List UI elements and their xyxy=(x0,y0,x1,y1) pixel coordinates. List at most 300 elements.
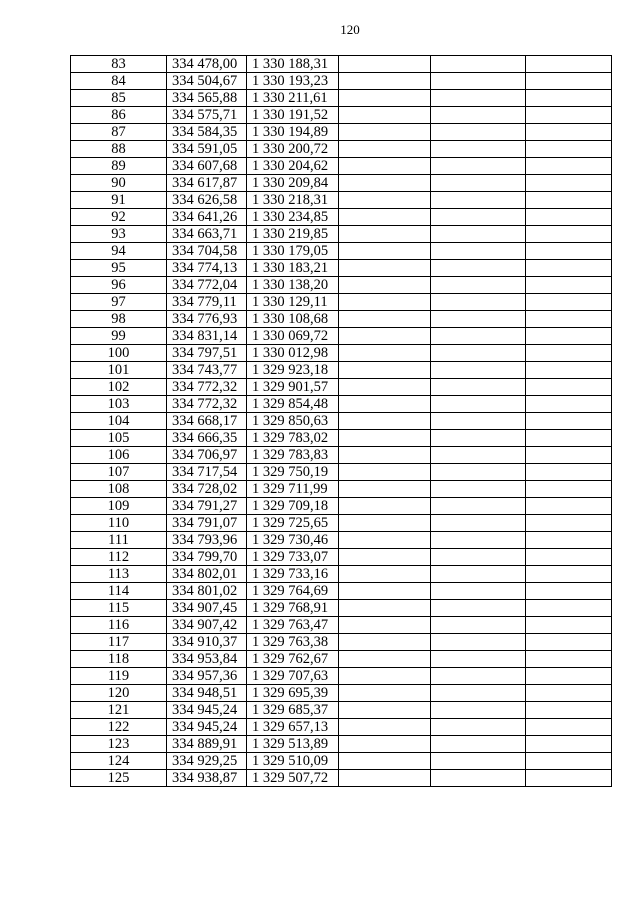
x-coordinate-cell: 334 504,67 xyxy=(167,73,247,90)
empty-cell xyxy=(431,464,526,481)
empty-cell xyxy=(431,430,526,447)
table-row xyxy=(71,634,612,651)
table-row xyxy=(71,702,612,719)
table-row xyxy=(71,345,612,362)
point-number-cell: 106 xyxy=(71,447,167,464)
empty-cell xyxy=(526,719,612,736)
table-row xyxy=(71,413,612,430)
y-coordinate-cell: 1 329 733,16 xyxy=(247,566,339,583)
x-coordinate-cell: 334 706,97 xyxy=(167,447,247,464)
y-coordinate-cell: 1 330 179,05 xyxy=(247,243,339,260)
point-number-cell: 117 xyxy=(71,634,167,651)
x-coordinate-cell: 334 626,58 xyxy=(167,192,247,209)
y-coordinate-cell: 1 329 510,09 xyxy=(247,753,339,770)
x-coordinate-cell: 334 802,01 xyxy=(167,566,247,583)
empty-cell xyxy=(431,328,526,345)
point-number-cell: 85 xyxy=(71,90,167,107)
point-number-cell: 118 xyxy=(71,651,167,668)
empty-cell xyxy=(431,396,526,413)
table-row xyxy=(71,600,612,617)
point-number-cell: 112 xyxy=(71,549,167,566)
empty-cell xyxy=(431,583,526,600)
empty-cell xyxy=(339,583,431,600)
table-row xyxy=(71,464,612,481)
empty-cell xyxy=(431,736,526,753)
empty-cell xyxy=(526,634,612,651)
point-number-cell: 99 xyxy=(71,328,167,345)
empty-cell xyxy=(431,481,526,498)
y-coordinate-cell: 1 330 108,68 xyxy=(247,311,339,328)
y-coordinate-cell: 1 330 194,89 xyxy=(247,124,339,141)
empty-cell xyxy=(339,56,431,73)
point-number-cell: 93 xyxy=(71,226,167,243)
empty-cell xyxy=(526,413,612,430)
y-coordinate-cell: 1 329 762,67 xyxy=(247,651,339,668)
empty-cell xyxy=(526,430,612,447)
y-coordinate-cell: 1 329 783,02 xyxy=(247,430,339,447)
empty-cell xyxy=(339,277,431,294)
y-coordinate-cell: 1 329 707,63 xyxy=(247,668,339,685)
empty-cell xyxy=(526,770,612,787)
table-row xyxy=(71,73,612,90)
y-coordinate-cell: 1 329 763,47 xyxy=(247,617,339,634)
point-number-cell: 125 xyxy=(71,770,167,787)
y-coordinate-cell: 1 329 768,91 xyxy=(247,600,339,617)
x-coordinate-cell: 334 717,54 xyxy=(167,464,247,481)
table-row xyxy=(71,175,612,192)
table-row xyxy=(71,260,612,277)
empty-cell xyxy=(526,294,612,311)
empty-cell xyxy=(526,617,612,634)
empty-cell xyxy=(431,447,526,464)
empty-cell xyxy=(526,345,612,362)
empty-cell xyxy=(339,617,431,634)
empty-cell xyxy=(526,124,612,141)
y-coordinate-cell: 1 330 209,84 xyxy=(247,175,339,192)
point-number-cell: 121 xyxy=(71,702,167,719)
point-number-cell: 98 xyxy=(71,311,167,328)
x-coordinate-cell: 334 910,37 xyxy=(167,634,247,651)
point-number-cell: 113 xyxy=(71,566,167,583)
x-coordinate-cell: 334 797,51 xyxy=(167,345,247,362)
x-coordinate-cell: 334 774,13 xyxy=(167,260,247,277)
y-coordinate-cell: 1 330 188,31 xyxy=(247,56,339,73)
empty-cell xyxy=(431,243,526,260)
empty-cell xyxy=(526,379,612,396)
y-coordinate-cell: 1 330 191,52 xyxy=(247,107,339,124)
y-coordinate-cell: 1 329 513,89 xyxy=(247,736,339,753)
empty-cell xyxy=(339,532,431,549)
empty-cell xyxy=(339,294,431,311)
empty-cell xyxy=(431,566,526,583)
y-coordinate-cell: 1 329 901,57 xyxy=(247,379,339,396)
x-coordinate-cell: 334 945,24 xyxy=(167,719,247,736)
empty-cell xyxy=(526,107,612,124)
point-number-cell: 94 xyxy=(71,243,167,260)
empty-cell xyxy=(339,770,431,787)
empty-cell xyxy=(526,753,612,770)
x-coordinate-cell: 334 575,71 xyxy=(167,107,247,124)
empty-cell xyxy=(431,617,526,634)
point-number-cell: 115 xyxy=(71,600,167,617)
empty-cell xyxy=(526,549,612,566)
x-coordinate-cell: 334 478,00 xyxy=(167,56,247,73)
empty-cell xyxy=(431,651,526,668)
table-row xyxy=(71,396,612,413)
empty-cell xyxy=(526,328,612,345)
point-number-cell: 96 xyxy=(71,277,167,294)
empty-cell xyxy=(431,668,526,685)
empty-cell xyxy=(431,379,526,396)
point-number-cell: 123 xyxy=(71,736,167,753)
empty-cell xyxy=(339,702,431,719)
x-coordinate-cell: 334 953,84 xyxy=(167,651,247,668)
x-coordinate-cell: 334 791,07 xyxy=(167,515,247,532)
y-coordinate-cell: 1 329 763,38 xyxy=(247,634,339,651)
x-coordinate-cell: 334 907,45 xyxy=(167,600,247,617)
table-row xyxy=(71,719,612,736)
point-number-cell: 90 xyxy=(71,175,167,192)
x-coordinate-cell: 334 791,27 xyxy=(167,498,247,515)
empty-cell xyxy=(526,685,612,702)
empty-cell xyxy=(526,566,612,583)
table-row xyxy=(71,294,612,311)
empty-cell xyxy=(339,430,431,447)
empty-cell xyxy=(431,294,526,311)
empty-cell xyxy=(431,362,526,379)
table-row xyxy=(71,192,612,209)
empty-cell xyxy=(526,56,612,73)
empty-cell xyxy=(339,668,431,685)
empty-cell xyxy=(431,277,526,294)
point-number-cell: 103 xyxy=(71,396,167,413)
y-coordinate-cell: 1 329 854,48 xyxy=(247,396,339,413)
table-row xyxy=(71,56,612,73)
empty-cell xyxy=(339,651,431,668)
x-coordinate-cell: 334 641,26 xyxy=(167,209,247,226)
empty-cell xyxy=(526,600,612,617)
empty-cell xyxy=(431,311,526,328)
point-number-cell: 92 xyxy=(71,209,167,226)
empty-cell xyxy=(526,192,612,209)
point-number-cell: 124 xyxy=(71,753,167,770)
point-number-cell: 122 xyxy=(71,719,167,736)
table-row xyxy=(71,158,612,175)
empty-cell xyxy=(526,311,612,328)
table-row xyxy=(71,481,612,498)
empty-cell xyxy=(339,141,431,158)
y-coordinate-cell: 1 330 012,98 xyxy=(247,345,339,362)
empty-cell xyxy=(339,719,431,736)
empty-cell xyxy=(431,107,526,124)
empty-cell xyxy=(526,702,612,719)
empty-cell xyxy=(431,124,526,141)
empty-cell xyxy=(431,158,526,175)
point-number-cell: 111 xyxy=(71,532,167,549)
table-row xyxy=(71,107,612,124)
empty-cell xyxy=(431,515,526,532)
empty-cell xyxy=(526,583,612,600)
empty-cell xyxy=(526,209,612,226)
empty-cell xyxy=(526,260,612,277)
empty-cell xyxy=(339,600,431,617)
empty-cell xyxy=(339,753,431,770)
point-number-cell: 119 xyxy=(71,668,167,685)
y-coordinate-cell: 1 329 733,07 xyxy=(247,549,339,566)
y-coordinate-cell: 1 330 219,85 xyxy=(247,226,339,243)
empty-cell xyxy=(526,447,612,464)
empty-cell xyxy=(526,175,612,192)
y-coordinate-cell: 1 329 711,99 xyxy=(247,481,339,498)
x-coordinate-cell: 334 907,42 xyxy=(167,617,247,634)
x-coordinate-cell: 334 663,71 xyxy=(167,226,247,243)
empty-cell xyxy=(431,73,526,90)
x-coordinate-cell: 334 957,36 xyxy=(167,668,247,685)
empty-cell xyxy=(431,549,526,566)
x-coordinate-cell: 334 929,25 xyxy=(167,753,247,770)
page-number: 120 xyxy=(340,22,360,37)
empty-cell xyxy=(431,413,526,430)
empty-cell xyxy=(526,532,612,549)
empty-cell xyxy=(526,396,612,413)
empty-cell xyxy=(526,481,612,498)
x-coordinate-cell: 334 772,32 xyxy=(167,396,247,413)
point-number-cell: 108 xyxy=(71,481,167,498)
point-number-cell: 84 xyxy=(71,73,167,90)
empty-cell xyxy=(339,566,431,583)
y-coordinate-cell: 1 330 129,11 xyxy=(247,294,339,311)
point-number-cell: 91 xyxy=(71,192,167,209)
empty-cell xyxy=(431,209,526,226)
table-row xyxy=(71,447,612,464)
empty-cell xyxy=(339,634,431,651)
table-row xyxy=(71,277,612,294)
table-row xyxy=(71,651,612,668)
empty-cell xyxy=(339,107,431,124)
empty-cell xyxy=(431,753,526,770)
table-row xyxy=(71,209,612,226)
empty-cell xyxy=(339,481,431,498)
table-row xyxy=(71,124,612,141)
table-row xyxy=(71,498,612,515)
x-coordinate-cell: 334 772,04 xyxy=(167,277,247,294)
empty-cell xyxy=(431,192,526,209)
empty-cell xyxy=(431,56,526,73)
empty-cell xyxy=(339,498,431,515)
empty-cell xyxy=(339,158,431,175)
x-coordinate-cell: 334 565,88 xyxy=(167,90,247,107)
empty-cell xyxy=(526,651,612,668)
empty-cell xyxy=(431,532,526,549)
y-coordinate-cell: 1 330 211,61 xyxy=(247,90,339,107)
empty-cell xyxy=(339,362,431,379)
x-coordinate-cell: 334 584,35 xyxy=(167,124,247,141)
empty-cell xyxy=(339,685,431,702)
table-row xyxy=(71,90,612,107)
empty-cell xyxy=(339,175,431,192)
x-coordinate-cell: 334 799,70 xyxy=(167,549,247,566)
y-coordinate-cell: 1 329 695,39 xyxy=(247,685,339,702)
empty-cell xyxy=(431,634,526,651)
empty-cell xyxy=(339,243,431,260)
table-row xyxy=(71,379,612,396)
point-number-cell: 109 xyxy=(71,498,167,515)
y-coordinate-cell: 1 329 685,37 xyxy=(247,702,339,719)
point-number-cell: 88 xyxy=(71,141,167,158)
y-coordinate-cell: 1 329 709,18 xyxy=(247,498,339,515)
empty-cell xyxy=(339,396,431,413)
empty-cell xyxy=(431,600,526,617)
y-coordinate-cell: 1 329 923,18 xyxy=(247,362,339,379)
point-number-cell: 105 xyxy=(71,430,167,447)
x-coordinate-cell: 334 668,17 xyxy=(167,413,247,430)
empty-cell xyxy=(526,226,612,243)
y-coordinate-cell: 1 330 138,20 xyxy=(247,277,339,294)
empty-cell xyxy=(431,226,526,243)
table-row xyxy=(71,430,612,447)
table-row xyxy=(71,311,612,328)
point-number-cell: 104 xyxy=(71,413,167,430)
x-coordinate-cell: 334 743,77 xyxy=(167,362,247,379)
empty-cell xyxy=(431,141,526,158)
x-coordinate-cell: 334 617,87 xyxy=(167,175,247,192)
empty-cell xyxy=(339,124,431,141)
y-coordinate-cell: 1 330 069,72 xyxy=(247,328,339,345)
empty-cell xyxy=(339,515,431,532)
coordinates-table-body xyxy=(71,56,612,787)
empty-cell xyxy=(339,209,431,226)
y-coordinate-cell: 1 329 850,63 xyxy=(247,413,339,430)
table-row xyxy=(71,753,612,770)
point-number-cell: 83 xyxy=(71,56,167,73)
empty-cell xyxy=(526,464,612,481)
empty-cell xyxy=(431,702,526,719)
x-coordinate-cell: 334 945,24 xyxy=(167,702,247,719)
empty-cell xyxy=(526,515,612,532)
point-number-cell: 120 xyxy=(71,685,167,702)
coordinates-table xyxy=(70,55,612,787)
empty-cell xyxy=(431,175,526,192)
x-coordinate-cell: 334 793,96 xyxy=(167,532,247,549)
empty-cell xyxy=(339,345,431,362)
empty-cell xyxy=(339,311,431,328)
empty-cell xyxy=(431,90,526,107)
empty-cell xyxy=(339,447,431,464)
empty-cell xyxy=(339,549,431,566)
table-row xyxy=(71,226,612,243)
x-coordinate-cell: 334 666,35 xyxy=(167,430,247,447)
x-coordinate-cell: 334 801,02 xyxy=(167,583,247,600)
empty-cell xyxy=(431,719,526,736)
empty-cell xyxy=(339,464,431,481)
y-coordinate-cell: 1 330 218,31 xyxy=(247,192,339,209)
point-number-cell: 100 xyxy=(71,345,167,362)
table-row xyxy=(71,736,612,753)
empty-cell xyxy=(431,498,526,515)
table-row xyxy=(71,328,612,345)
x-coordinate-cell: 334 889,91 xyxy=(167,736,247,753)
empty-cell xyxy=(339,90,431,107)
empty-cell xyxy=(526,277,612,294)
x-coordinate-cell: 334 591,05 xyxy=(167,141,247,158)
table-row xyxy=(71,566,612,583)
y-coordinate-cell: 1 329 725,65 xyxy=(247,515,339,532)
point-number-cell: 95 xyxy=(71,260,167,277)
empty-cell xyxy=(339,192,431,209)
table-row xyxy=(71,532,612,549)
y-coordinate-cell: 1 330 200,72 xyxy=(247,141,339,158)
point-number-cell: 107 xyxy=(71,464,167,481)
y-coordinate-cell: 1 330 193,23 xyxy=(247,73,339,90)
y-coordinate-cell: 1 329 730,46 xyxy=(247,532,339,549)
empty-cell xyxy=(526,73,612,90)
x-coordinate-cell: 334 948,51 xyxy=(167,685,247,702)
table-row xyxy=(71,549,612,566)
table-row xyxy=(71,770,612,787)
y-coordinate-cell: 1 329 750,19 xyxy=(247,464,339,481)
empty-cell xyxy=(339,736,431,753)
table-row xyxy=(71,141,612,158)
table-row xyxy=(71,583,612,600)
table-row xyxy=(71,362,612,379)
y-coordinate-cell: 1 329 507,72 xyxy=(247,770,339,787)
empty-cell xyxy=(526,498,612,515)
empty-cell xyxy=(526,736,612,753)
empty-cell xyxy=(339,73,431,90)
empty-cell xyxy=(339,226,431,243)
point-number-cell: 114 xyxy=(71,583,167,600)
point-number-cell: 116 xyxy=(71,617,167,634)
x-coordinate-cell: 334 704,58 xyxy=(167,243,247,260)
point-number-cell: 89 xyxy=(71,158,167,175)
empty-cell xyxy=(526,243,612,260)
y-coordinate-cell: 1 329 783,83 xyxy=(247,447,339,464)
empty-cell xyxy=(526,158,612,175)
empty-cell xyxy=(431,770,526,787)
x-coordinate-cell: 334 938,87 xyxy=(167,770,247,787)
empty-cell xyxy=(339,413,431,430)
table-row xyxy=(71,617,612,634)
y-coordinate-cell: 1 330 183,21 xyxy=(247,260,339,277)
point-number-cell: 97 xyxy=(71,294,167,311)
table-row xyxy=(71,243,612,260)
table-row xyxy=(71,515,612,532)
point-number-cell: 110 xyxy=(71,515,167,532)
empty-cell xyxy=(339,379,431,396)
y-coordinate-cell: 1 329 764,69 xyxy=(247,583,339,600)
empty-cell xyxy=(431,685,526,702)
table-row xyxy=(71,685,612,702)
y-coordinate-cell: 1 329 657,13 xyxy=(247,719,339,736)
empty-cell xyxy=(431,260,526,277)
empty-cell xyxy=(339,328,431,345)
x-coordinate-cell: 334 776,93 xyxy=(167,311,247,328)
empty-cell xyxy=(339,260,431,277)
y-coordinate-cell: 1 330 204,62 xyxy=(247,158,339,175)
x-coordinate-cell: 334 831,14 xyxy=(167,328,247,345)
empty-cell xyxy=(431,345,526,362)
y-coordinate-cell: 1 330 234,85 xyxy=(247,209,339,226)
empty-cell xyxy=(526,668,612,685)
x-coordinate-cell: 334 779,11 xyxy=(167,294,247,311)
empty-cell xyxy=(526,362,612,379)
point-number-cell: 101 xyxy=(71,362,167,379)
x-coordinate-cell: 334 728,02 xyxy=(167,481,247,498)
point-number-cell: 87 xyxy=(71,124,167,141)
point-number-cell: 86 xyxy=(71,107,167,124)
empty-cell xyxy=(526,90,612,107)
empty-cell xyxy=(526,141,612,158)
